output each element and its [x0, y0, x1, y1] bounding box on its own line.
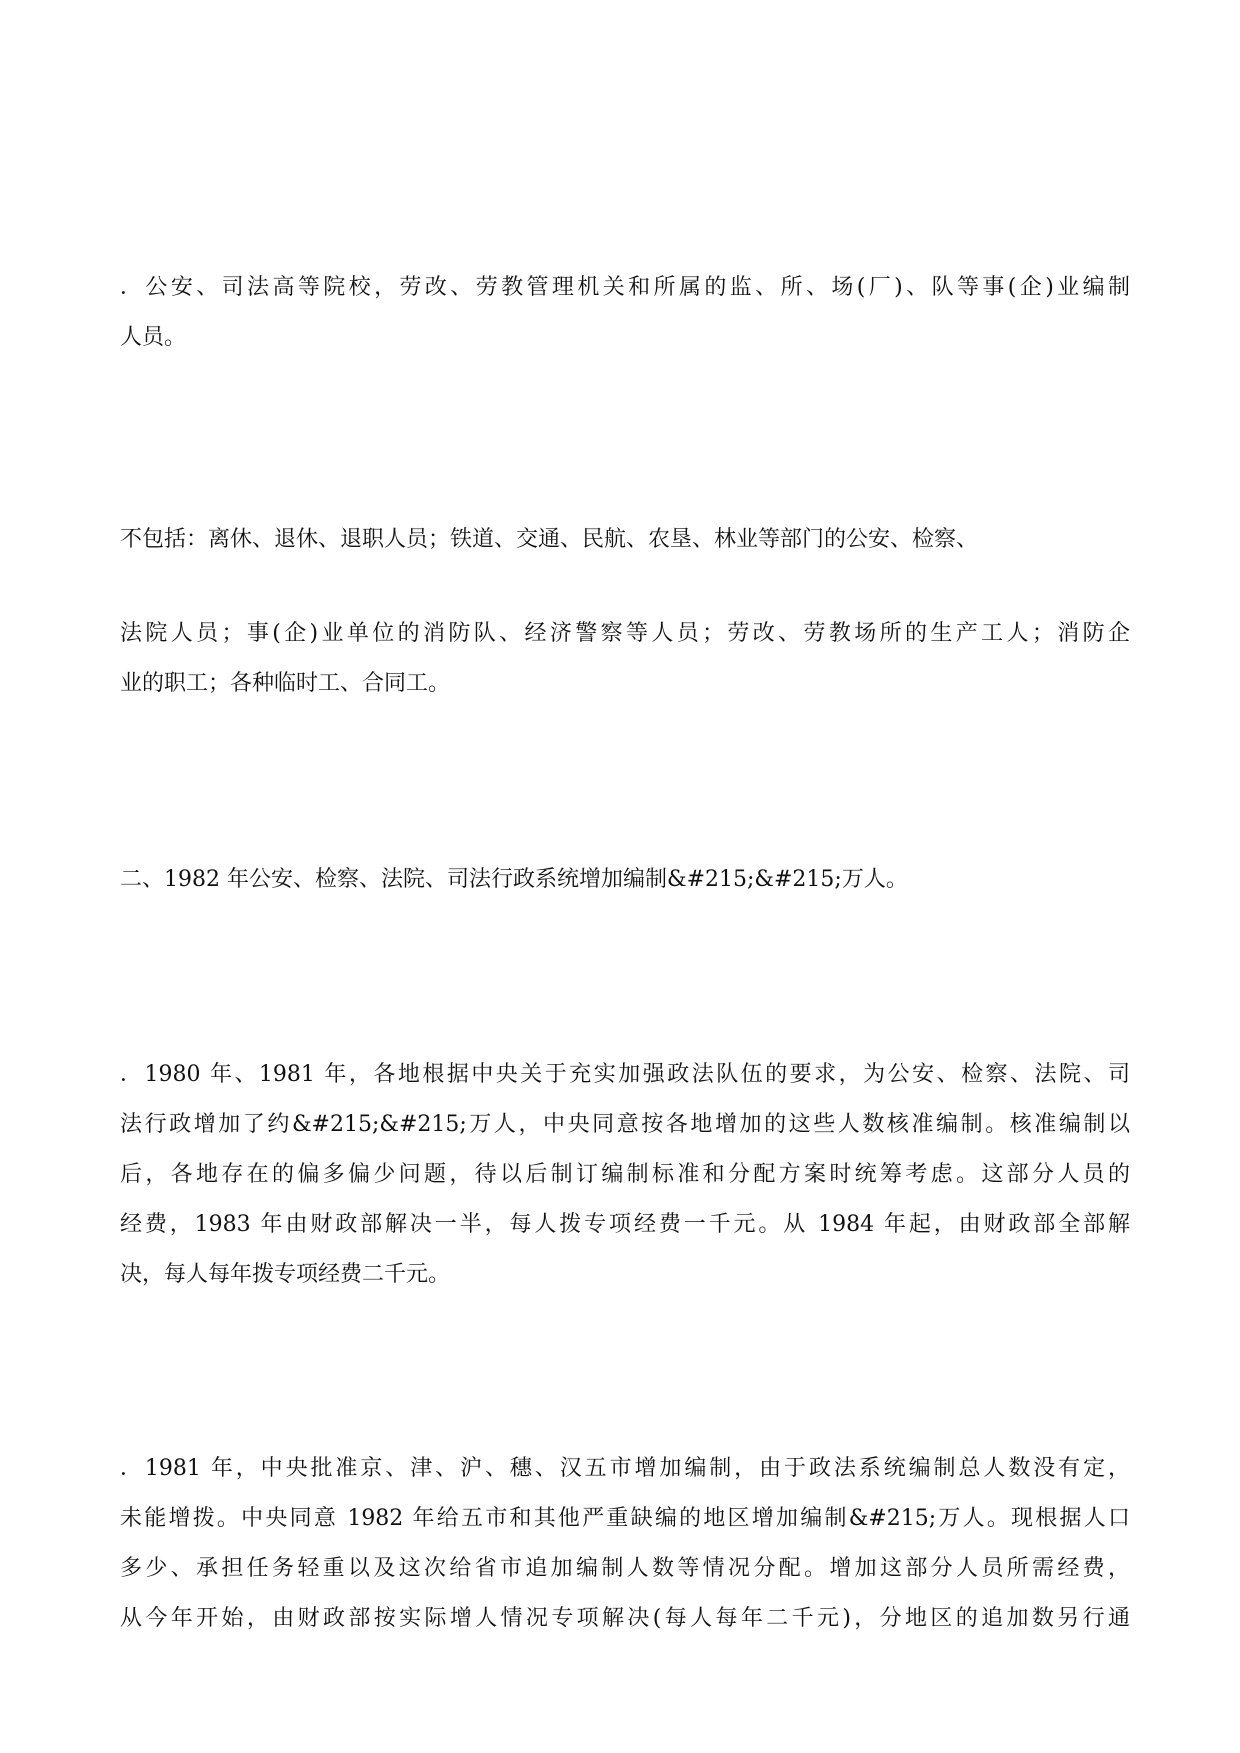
paragraph-1981-five-cities [120, 1444, 1130, 1644]
text-line: 业的职工；各种临时工、合同工。 [120, 671, 451, 696]
paragraph-police-judicial-schools [120, 263, 1130, 363]
text-line: 未能增拨。中央同意 1982 年给五市和其他严重缺编的地区增加编制&#215;万人。现根据人口 [120, 1506, 1130, 1531]
text-line: 法院人员；事(企)业单位的消防队、经济警察等人员；劳改、劳教场所的生产工人；消防企 [120, 621, 1130, 646]
text-line: 人员。 [120, 325, 187, 350]
text-line: ．公安、司法高等院校，劳改、劳教管理机关和所属的监、所、场(厂)、队等事(企)业编制 [120, 275, 1130, 300]
text-line: 法行政增加了约&#215;&#215;万人，中央同意按各地增加的这些人数核准编制。核准编制以 [120, 1112, 1130, 1137]
text-line: 经费，1983 年由财政部解决一半，每人拨专项经费一千元。从 1984 年起，由财政部全部解 [120, 1212, 1130, 1237]
text-line: 二、1982 年公安、检察、法院、司法行政系统增加编制&#215;&#215;万人。 [120, 867, 908, 892]
paragraph-exclusions-intro [120, 515, 1130, 565]
text-line: ．1980 年、1981 年，各地根据中央关于充实加强政法队伍的要求，为公安、检察、法院、司 [120, 1062, 1130, 1087]
text-line: 不包括：离休、退休、退职人员；铁道、交通、民航、农垦、林业等部门的公安、检察、 [120, 527, 979, 552]
text-line: 多少、承担任务轻重以及这次给省市追加编制人数等情况分配。增加这部分人员所需经费， [120, 1556, 1130, 1581]
paragraph-1980-1981-staffing [120, 1050, 1130, 1300]
paragraph-exclusions-continued [120, 609, 1130, 709]
text-line: 从今年开始，由财政部按实际增人情况专项解决(每人每年二千元)，分地区的追加数另行通 [120, 1606, 1130, 1631]
text-line: 后，各地存在的偏多偏少问题，待以后制订编制标准和分配方案时统筹考虑。这部分人员的 [120, 1162, 1130, 1187]
text-line: 决，每人每年拨专项经费二千元。 [120, 1262, 451, 1287]
section-heading-1982-staffing [120, 855, 1130, 905]
text-line: ．1981 年，中央批准京、津、沪、穗、汉五市增加编制，由于政法系统编制总人数没有定， [120, 1456, 1130, 1481]
